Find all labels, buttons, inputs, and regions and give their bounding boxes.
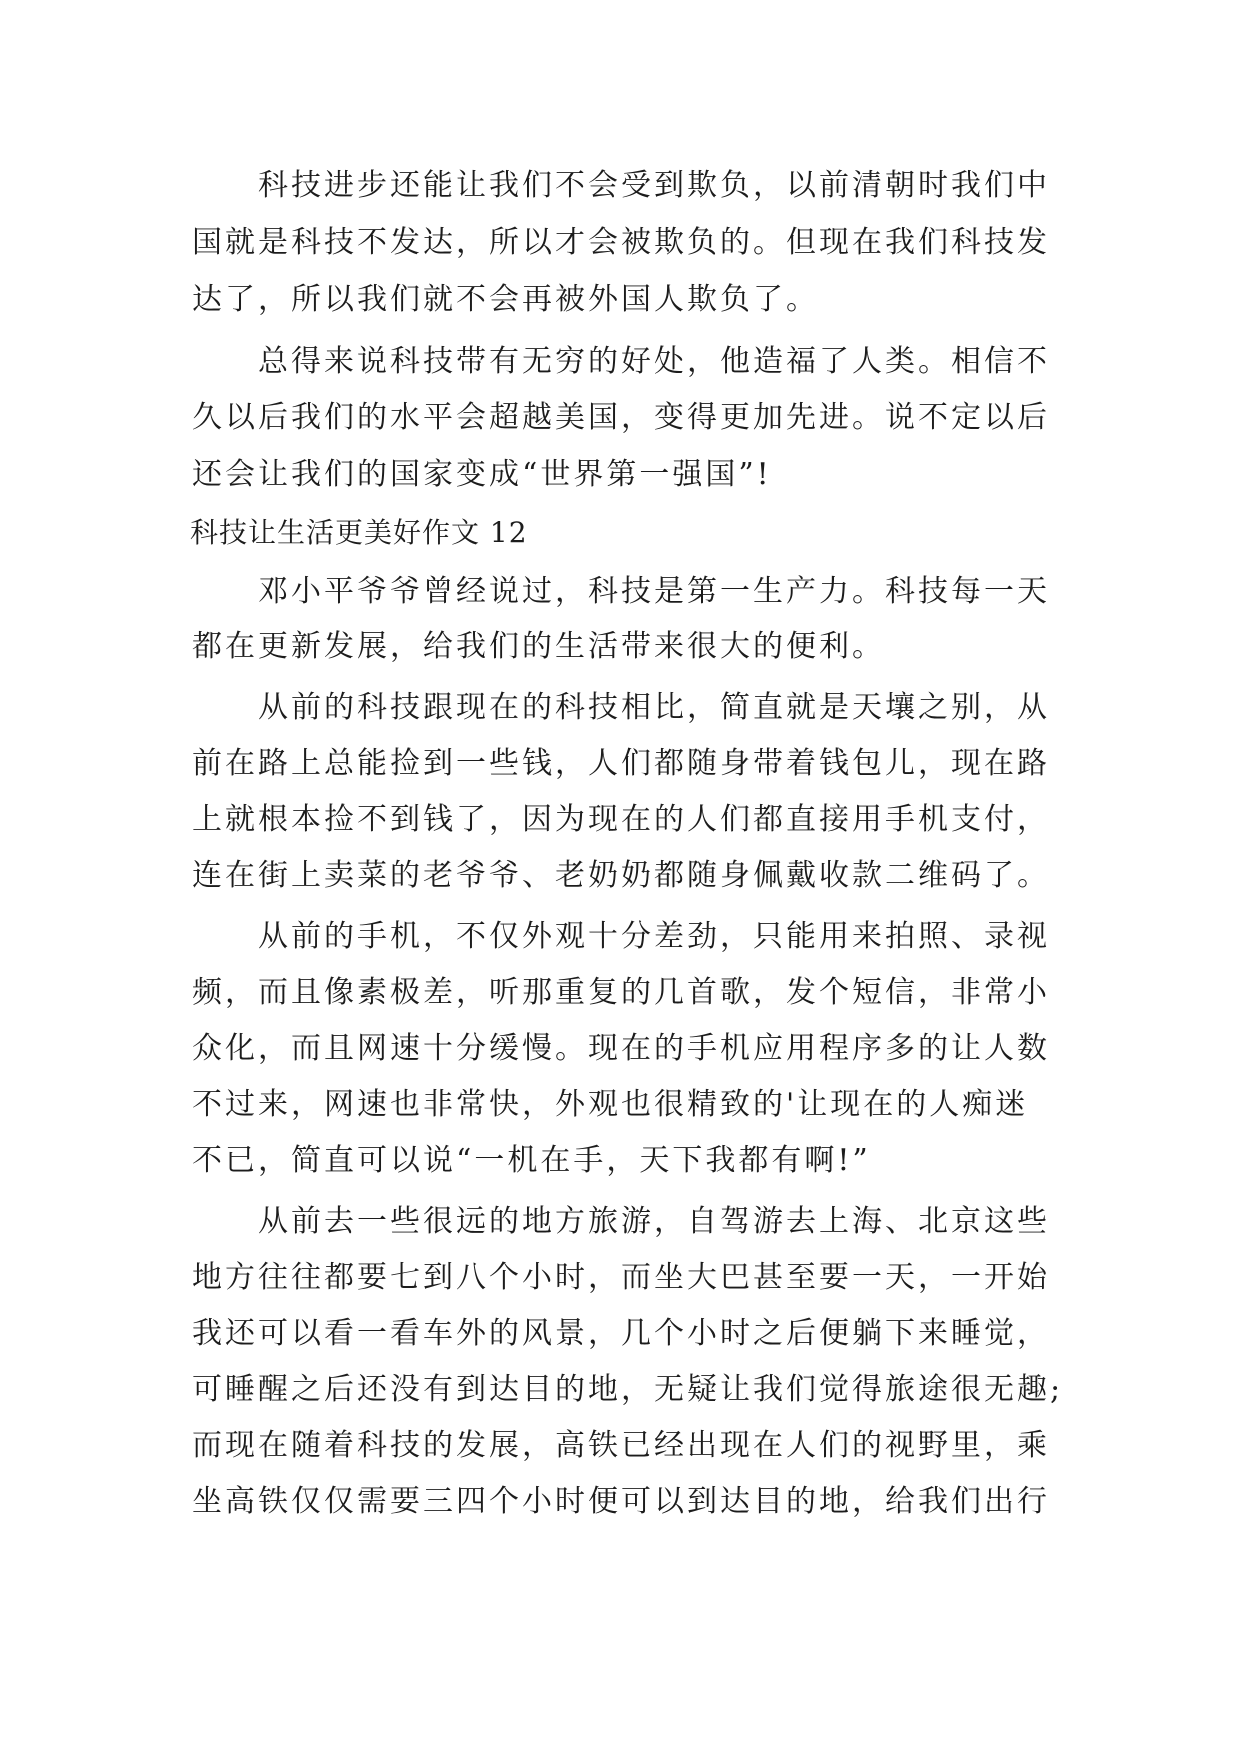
paragraph-line: 前在路上总能捡到一些钱，人们都随身带着钱包儿，现在路 bbox=[192, 746, 1050, 781]
paragraph-line: 久以后我们的水平会超越美国，变得更加先进。说不定以后 bbox=[192, 400, 1050, 435]
paragraph-line: 地方往往都要七到八个小时，而坐大巴甚至要一天，一开始 bbox=[192, 1260, 1050, 1295]
paragraph-line: 连在街上卖菜的老爷爷、老奶奶都随身佩戴收款二维码了。 bbox=[192, 858, 1050, 893]
paragraph-line: 还会让我们的国家变成“世界第一强国”! bbox=[192, 457, 772, 492]
paragraph-line: 都在更新发展，给我们的生活带来很大的便利。 bbox=[192, 629, 885, 664]
essay-title: 科技让生活更美好作文 12 bbox=[190, 516, 528, 549]
paragraph-line: 而现在随着科技的发展，高铁已经出现在人们的视野里，乘 bbox=[192, 1428, 1050, 1463]
paragraph-line: 不已，简直可以说“一机在手，天下我都有啊!” bbox=[192, 1143, 871, 1178]
paragraph-line: 从前去一些很远的地方旅游，自驾游去上海、北京这些 bbox=[258, 1204, 1050, 1239]
paragraph-line: 众化，而且网速十分缓慢。现在的手机应用程序多的让人数 bbox=[192, 1031, 1050, 1066]
paragraph-line: 国就是科技不发达，所以才会被欺负的。但现在我们科技发 bbox=[192, 225, 1050, 260]
paragraph-line: 不过来，网速也非常快，外观也很精致的'让现在的人痴迷 bbox=[192, 1087, 1029, 1122]
paragraph-line: 达了，所以我们就不会再被外国人欺负了。 bbox=[192, 282, 819, 317]
paragraph-line: 总得来说科技带有无穷的好处，他造福了人类。相信不 bbox=[258, 344, 1050, 379]
paragraph-line: 从前的手机，不仅外观十分差劲，只能用来拍照、录视 bbox=[258, 919, 1050, 954]
paragraph-line: 从前的科技跟现在的科技相比，简直就是天壤之别，从 bbox=[258, 690, 1050, 725]
paragraph-line: 可睡醒之后还没有到达目的地，无疑让我们觉得旅途很无趣; bbox=[192, 1372, 1064, 1407]
paragraph-line: 频，而且像素极差，听那重复的几首歌，发个短信，非常小 bbox=[192, 975, 1050, 1010]
paragraph-line: 坐高铁仅仅需要三四个小时便可以到达目的地，给我们出行 bbox=[192, 1484, 1050, 1519]
paragraph-line: 上就根本捡不到钱了，因为现在的人们都直接用手机支付， bbox=[192, 802, 1050, 837]
paragraph-line: 我还可以看一看车外的风景，几个小时之后便躺下来睡觉， bbox=[192, 1316, 1050, 1351]
paragraph-line: 邓小平爷爷曾经说过，科技是第一生产力。科技每一天 bbox=[258, 574, 1050, 609]
paragraph-line: 科技进步还能让我们不会受到欺负，以前清朝时我们中 bbox=[258, 168, 1050, 203]
